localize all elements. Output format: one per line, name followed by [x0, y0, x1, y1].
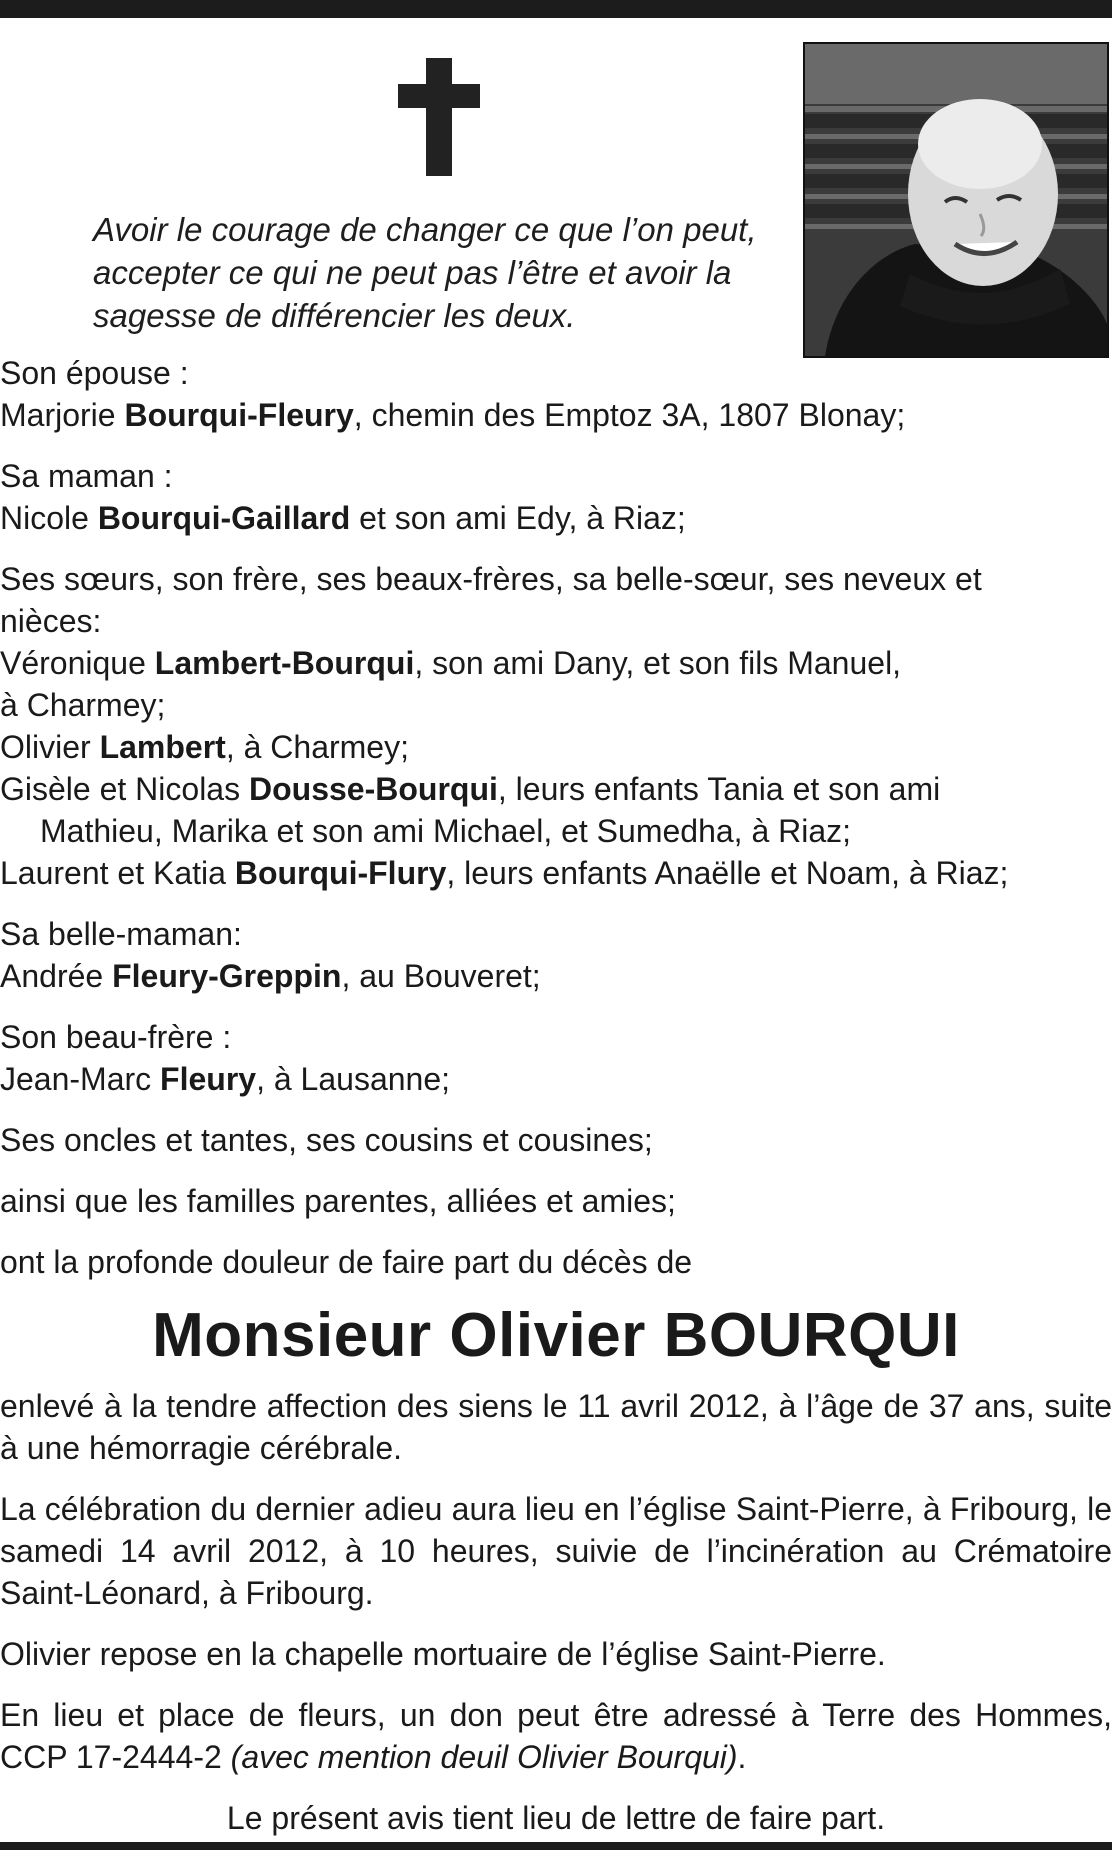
section-heading: Sa belle-maman:: [0, 916, 242, 952]
surname: Lambert: [99, 729, 226, 765]
deceased-name: Monsieur Olivier BOURQUI: [152, 1301, 960, 1370]
surname: Lambert-Bourqui: [154, 645, 415, 681]
surname: Bourqui-Fleury: [124, 397, 354, 433]
surname: Fleury-Greppin: [112, 958, 342, 994]
section-heading: Son beau-frère :: [0, 1019, 232, 1055]
portrait-photo: [803, 42, 1109, 358]
quote-line: accepter ce qui ne peut pas l’être et avoir la: [93, 254, 732, 291]
surname: Bourqui-Gaillard: [97, 500, 351, 536]
section-heading: nièces:: [0, 603, 102, 639]
quote-line: sagesse de différencier les deux.: [93, 297, 576, 334]
surname: Dousse-Bourqui: [248, 771, 498, 807]
brother-in-law-block: [0, 1016, 1112, 1100]
mother-in-law-block: [0, 913, 1112, 997]
surname: Bourqui-Flury: [234, 855, 447, 891]
family-member: Jean-Marc Fleury, à Lausanne;: [0, 1061, 451, 1097]
family-member: Gisèle et Nicolas Dousse-Bourqui, leurs enfants Tania et son ami: [0, 771, 941, 807]
family-member-cont: à Charmey;: [0, 687, 166, 723]
siblings-block: [0, 558, 1112, 894]
family-member: Olivier Lambert, à Charmey;: [0, 729, 409, 765]
quote-line: Avoir le courage de changer ce que l’on peut,: [93, 211, 757, 248]
families-line: ainsi que les familles parentes, alliées et amies;: [0, 1183, 676, 1219]
donation-mention: (avec mention deuil Olivier Bourqui): [230, 1739, 738, 1775]
donation-paragraph: En lieu et place de fleurs, un don peut être adressé à Terre des Hommes, CCP 17-2444-2 (avec mention deuil Olivier Bourqui).: [0, 1697, 1112, 1775]
family-member-cont: Mathieu, Marika et son ami Michael, et Sumedha, à Riaz;: [40, 813, 852, 849]
family-member: Nicole Bourqui-Gaillard et son ami Edy, à Riaz;: [0, 500, 686, 536]
surname: Fleury: [160, 1061, 257, 1097]
section-heading: Ses sœurs, son frère, ses beaux-frères, sa belle-sœur, ses neveux et: [0, 561, 982, 597]
family-member: Laurent et Katia Bourqui-Flury, leurs enfants Anaëlle et Noam, à Riaz;: [0, 855, 1009, 891]
family-member: Andrée Fleury-Greppin, au Bouveret;: [0, 958, 541, 994]
section-heading: Sa maman :: [0, 458, 173, 494]
family-member: Véronique Lambert-Bourqui, son ami Dany, et son fils Manuel,: [0, 645, 902, 681]
quote: [93, 208, 793, 337]
notice-line: Le présent avis tient lieu de lettre de faire part.: [226, 1800, 886, 1836]
section-heading: Son épouse :: [0, 355, 189, 391]
spouse-block: [0, 352, 1112, 436]
ceremony-paragraph: La célébration du dernier adieu aura lieu en l’église Saint-Pierre, à Fribourg, le samedi 14 avril 2012, à 10 heures, suivie de l’incinération au Crématoire Saint-Léonard, à Fribourg.: [0, 1491, 1112, 1611]
bottom-border: [0, 1842, 1112, 1850]
top-border: [0, 0, 1112, 18]
rest-paragraph: Olivier repose en la chapelle mortuaire de l’église Saint-Pierre.: [0, 1636, 886, 1672]
mother-block: [0, 455, 1112, 539]
latin-cross-icon: [398, 58, 480, 176]
uncles-line: Ses oncles et tantes, ses cousins et cousines;: [0, 1122, 653, 1158]
death-paragraph: enlevé à la tendre affection des siens le 11 avril 2012, à l’âge de 37 ans, suite à une hémorragie cérébrale.: [0, 1388, 1112, 1466]
announcement-body: [0, 352, 1112, 1858]
announce-line: ont la profonde douleur de faire part du décès de: [0, 1244, 693, 1280]
family-member: Marjorie Bourqui-Fleury, chemin des Emptoz 3A, 1807 Blonay;: [0, 397, 906, 433]
